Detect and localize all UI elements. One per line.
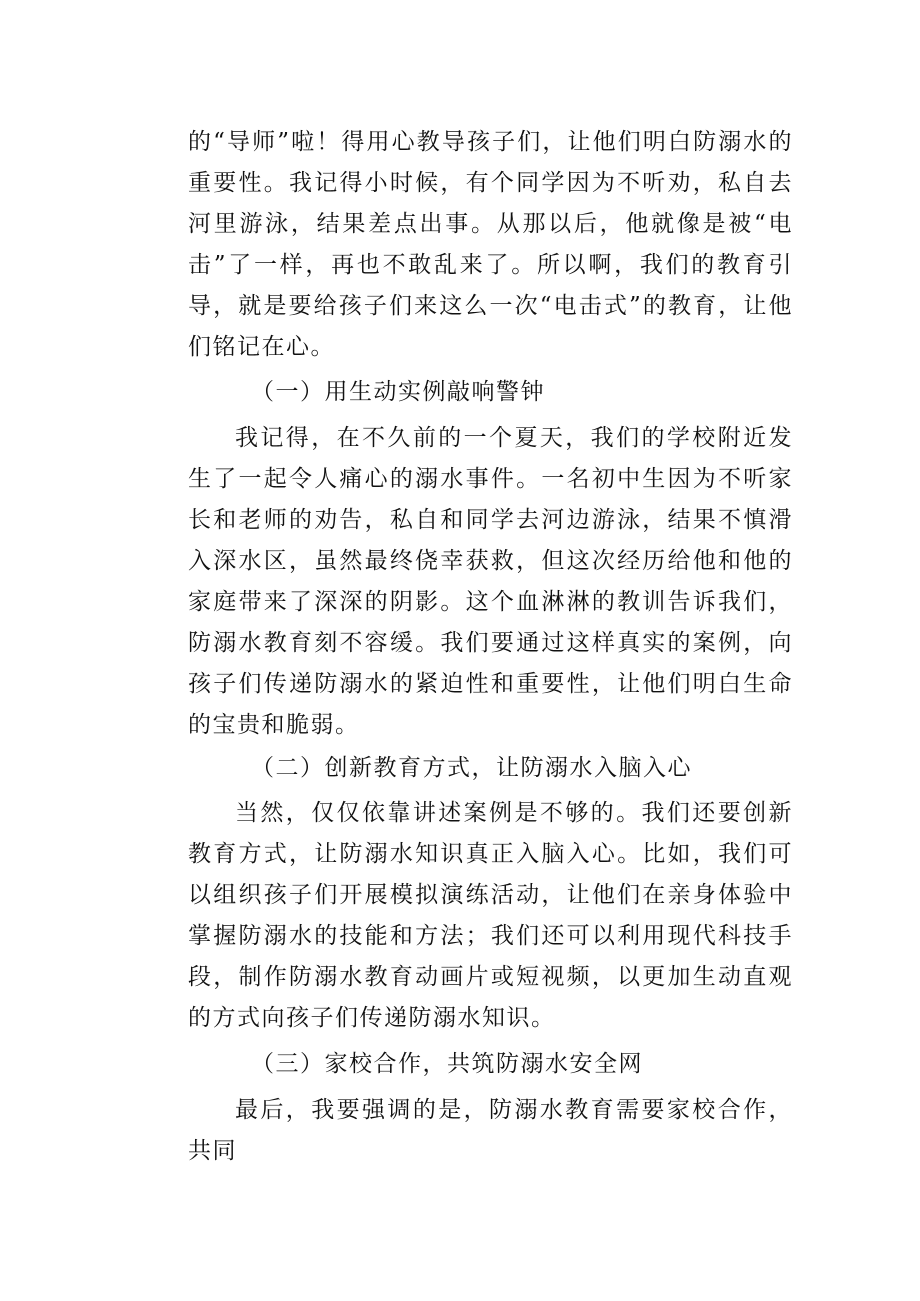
section-heading-2: （二）创新教育方式，让防溺水入脑入心 bbox=[251, 755, 692, 781]
document-body bbox=[188, 122, 793, 1172]
section-heading-1: （一）用生动实例敲响警钟 bbox=[251, 379, 545, 405]
paragraph-example: 我记得，在不久前的一个夏天，我们的学校附近发生了一起令人痛心的溺水事件。一名初中生因为不听家长和老师的劝告，私自和同学去河边游泳，结果不慎滑入深水区，虽然最终侥幸获救，但这次经历给他和他的家庭带来了深深的阴影。这个血淋淋的教训告诉我们，防溺水教育刻不容缓。我们要通过这样真实的案例，向孩子们传递防溺水的紧迫性和重要性，让他们明白生命的宝贵和脆弱。 bbox=[188, 425, 793, 738]
section-heading-3: （三）家校合作，共筑防溺水安全网 bbox=[251, 1051, 643, 1077]
paragraph-continuation: 的“导师”啦！得用心教导孩子们，让他们明白防溺水的重要性。我记得小时候，有个同学因为不听劝，私自去河里游泳，结果差点出事。从那以后，他就像是被“电击”了一样，再也不敢乱来了。所以啊，我们的教育引导，就是要给孩子们来这么一次“电击式”的教育，让他们铭记在心。 bbox=[188, 129, 793, 360]
paragraph-cooperation: 最后，我要强调的是，防溺水教育需要家校合作，共同 bbox=[188, 1097, 793, 1164]
paragraph-methods: 当然，仅仅依靠讲述案例是不够的。我们还要创新教育方式，让防溺水知识真正入脑入心。比如，我们可以组织孩子们开展模拟演练活动，让他们在亲身体验中掌握防溺水的技能和方法；我们还可以利用现代科技手段，制作防溺水教育动画片或短视频，以更加生动直观的方式向孩子们传递防溺水知识。 bbox=[188, 800, 793, 1031]
